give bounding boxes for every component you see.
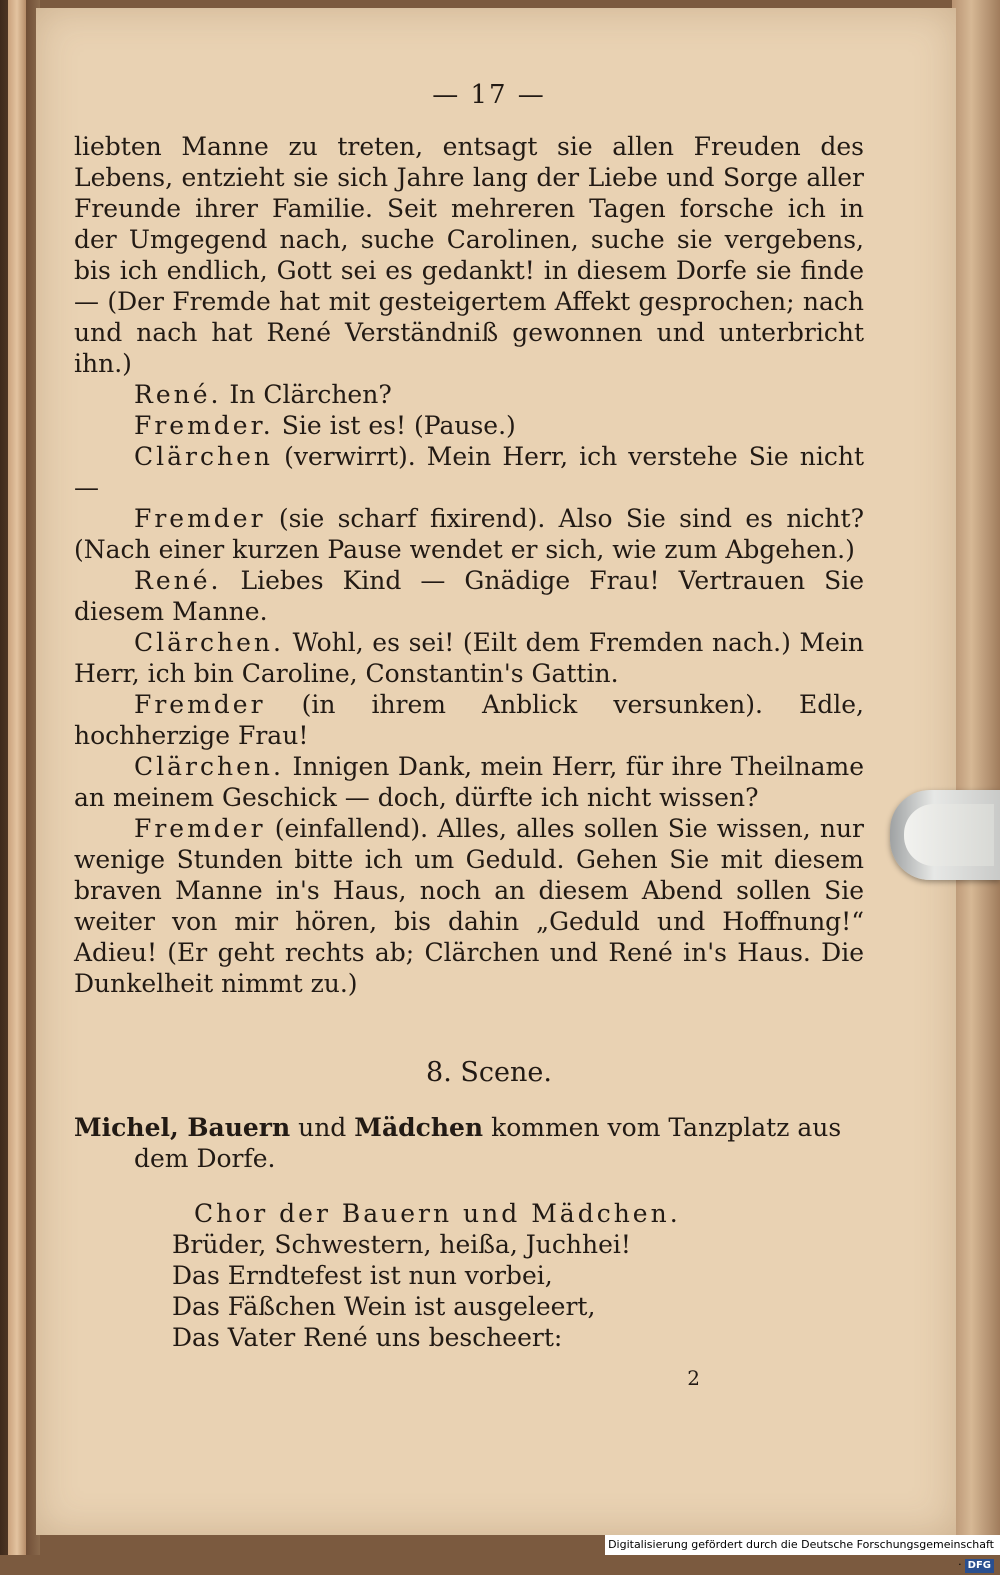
chorus-heading: Chor der Bauern und Mädchen. — [194, 1199, 681, 1228]
footer-text: Digitalisierung gefördert durch die Deutsche Forschungsgemeinschaft · — [608, 1538, 994, 1571]
signature-mark: 2 — [687, 1366, 700, 1390]
speaker-name: René. — [134, 380, 222, 409]
page-number: — 17 — — [432, 80, 546, 110]
dialogue-line — [74, 627, 864, 689]
speaker-name: René. — [134, 566, 222, 595]
dialogue-line — [74, 410, 864, 441]
dialogue-text: (sie scharf fixirend). Also Sie sind es nicht? (Nach einer kurzen Pause wendet er sich, wie zum Abgehen.) — [74, 504, 864, 564]
book-spine — [8, 0, 26, 1555]
dialogue-text: Liebes Kind — Gnädige Frau! Vertrauen Sie diesem Manne. — [74, 566, 864, 626]
dialogue-line — [74, 503, 864, 565]
dialogue-text: In Clärchen? — [229, 380, 392, 409]
paragraph-1: liebten Manne zu treten, entsagt sie allen Freuden des Lebens, entzieht sie sich Jahre lang der Liebe und Sorge aller Freunde ihrer Familie. Seit mehreren Tagen forsche ich in der Umgegend nach, suche Carolinen, suche sie vergebens, bis ich endlich, Gott sei es gedankt! in diesem Dorfe sie finde — (Der Fremde hat mit gesteigertem Affekt gesprochen; nach und nach hat René Verständniß gewonnen und unterbricht ihn.) — [74, 132, 864, 378]
dfg-logo: DFG — [965, 1559, 994, 1573]
dialogue-line — [74, 689, 864, 751]
scene-heading: 8. Scene. — [426, 1057, 552, 1088]
dialogue-text: Innigen Dank, mein Herr, für ihre Theilname an meinem Geschick — doch, dürfte ich nicht wissen? — [74, 752, 865, 812]
dialogue-text: Wohl, es sei! (Eilt dem Fremden nach.) Mein Herr, ich bin Caroline, Constantin's Gattin. — [74, 628, 864, 688]
dialogue-line — [74, 379, 864, 410]
chorus-block — [172, 1198, 864, 1353]
chorus-line: Das Erndtefest ist nun vorbei, — [172, 1261, 553, 1290]
cast-line — [74, 1112, 864, 1174]
dialogue-line — [74, 565, 864, 627]
speaker-name: Clärchen. — [134, 628, 284, 657]
speaker-name: Fremder — [134, 814, 266, 843]
speaker-name: Fremder. — [134, 411, 274, 440]
page-edge — [952, 0, 1000, 1535]
cast-names-2: Mädchen — [354, 1113, 484, 1142]
dialogue-text: Sie ist es! (Pause.) — [281, 411, 516, 440]
speaker-name: Clärchen. — [134, 752, 284, 781]
dialogue-text: (in ihrem Anblick versunken). Edle, hochherzige Frau! — [74, 690, 865, 750]
page-clip — [890, 790, 1000, 880]
dialogue-line — [74, 441, 864, 503]
chorus-line: Das Vater René uns bescheert: — [172, 1323, 563, 1352]
dialogue-text: (einfallend). Alles, alles sollen Sie wissen, nur wenige Stunden bitte ich um Geduld. Gehen Sie mit diesem braven Manne in's Haus, noch an diesem Abend sollen Sie weiter von mir hören, bis dahin „Geduld und Hoffnung!“ Adieu! (Er geht rechts ab; Clärchen und René in's Haus. Die Dunkelheit nimmt zu.) — [74, 814, 864, 998]
cast-names: Michel, Bauern — [74, 1113, 291, 1142]
dialogue-line — [74, 751, 864, 813]
dialogue-text: (verwirrt). Mein Herr, ich verstehe Sie nicht — — [74, 442, 865, 502]
dialogue-line — [74, 813, 864, 999]
speaker-name: Clärchen — [134, 442, 273, 471]
speaker-name: Fremder — [134, 690, 266, 719]
cast-conjunction: und — [298, 1113, 347, 1142]
funding-footer — [605, 1535, 1000, 1571]
speaker-name: Fremder — [134, 504, 266, 533]
chorus-line: Das Fäßchen Wein ist ausgeleert, — [172, 1292, 596, 1321]
page-text — [74, 80, 864, 1394]
page-clip-inner — [904, 804, 994, 866]
chorus-line: Brüder, Schwestern, heißa, Juchhei! — [172, 1230, 631, 1259]
cast-direction: kommen vom Tanzplatz aus dem Dorfe. — [134, 1113, 842, 1173]
